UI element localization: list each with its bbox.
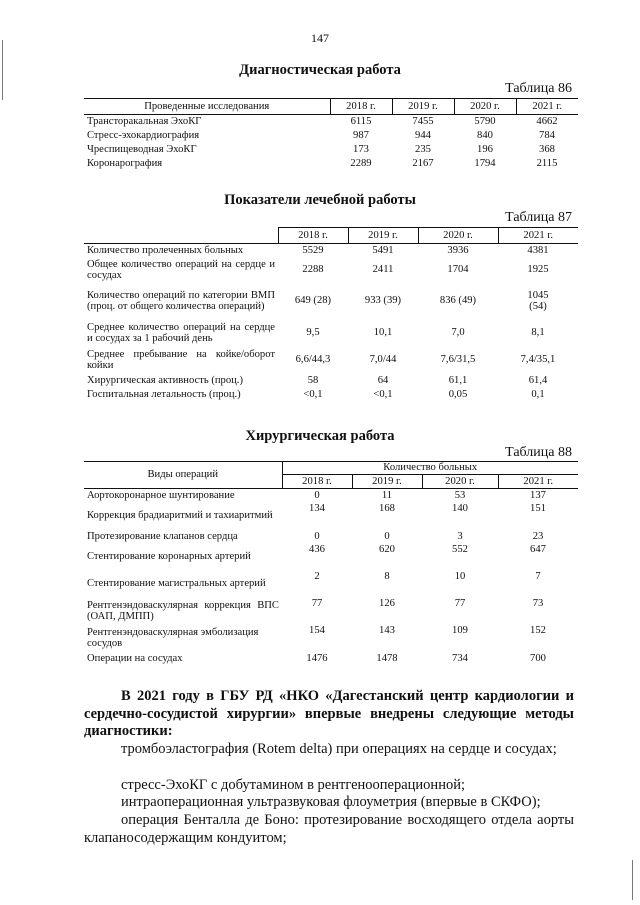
cell-value: 134	[309, 502, 325, 514]
cell-value: 933 (39)	[364, 295, 402, 307]
cell-value: 7455	[412, 116, 434, 127]
cell-value: 152	[530, 624, 546, 636]
column-header: 2018 г.	[278, 228, 348, 244]
column-header: 2021 г.	[498, 228, 578, 244]
table-row	[84, 347, 578, 374]
cell-value: 61,4	[528, 374, 548, 386]
cell-value: 64	[377, 374, 389, 386]
table-87	[84, 227, 578, 402]
table-88-header-group	[84, 462, 578, 475]
cell-value: 7,4/35,1	[520, 354, 556, 366]
cell-value: 368	[539, 143, 555, 155]
row-label: Стресс-эхокардиография	[87, 129, 200, 141]
cell-value: 2115	[536, 157, 558, 169]
table-row	[84, 652, 578, 666]
cell-value: 8,1	[531, 327, 545, 339]
column-header: 2021 г.	[516, 99, 578, 115]
cell-value: 77	[311, 597, 323, 609]
cell-value: 109	[452, 624, 468, 636]
list-item: стресс-ЭхоКГ с добутамином в рентгенооперационной;	[121, 777, 465, 793]
cell-value: 73	[532, 597, 544, 609]
table-row	[84, 598, 578, 625]
table-row	[84, 571, 578, 598]
cell-value: 5529	[302, 245, 324, 256]
column-header: 2021 г.	[498, 475, 578, 489]
cell-value: 137	[530, 490, 546, 501]
cell-value: 235	[415, 143, 431, 155]
row-label: Аортокоронарное шунтирование	[87, 490, 235, 501]
row-label: Хирургическая активность (проц.)	[87, 374, 243, 386]
row-label: Коррекция брадиаритмий и тахиаритмий	[87, 510, 273, 522]
cell-value: 4381	[527, 245, 549, 256]
row-label: Количество пролеченных больных	[87, 245, 244, 256]
cell-value: 23	[532, 530, 544, 542]
heading-surgical-work: Хирургическая работа	[245, 428, 395, 444]
cell-value: 1925	[527, 264, 549, 276]
table-row	[84, 157, 578, 171]
table-row	[84, 544, 578, 571]
cell-value: 9,5	[306, 327, 320, 339]
table-86	[84, 98, 578, 171]
cell-value: 5790	[474, 116, 496, 127]
row-label: Чреспищеводная ЭхоКГ	[87, 143, 197, 155]
cell-value: 836 (49)	[439, 295, 477, 307]
cell-value: <0,1	[303, 388, 323, 400]
cell-value: 2	[314, 570, 320, 582]
table-87-header	[84, 228, 578, 244]
column-header: 2019 г.	[352, 475, 422, 489]
cell-value: 196	[477, 143, 493, 155]
table-row	[84, 283, 578, 320]
cell-value: <0,1	[373, 388, 393, 400]
cell-value: 7,0	[451, 327, 465, 339]
table-row	[84, 258, 578, 283]
table-row	[84, 388, 578, 402]
cell-value: 126	[379, 597, 395, 609]
cell-value: 6,6/44,3	[295, 354, 331, 366]
row-label: Количество операций по категории ВМП (проц. от общего количества операций)	[87, 289, 275, 312]
intro-paragraph: В 2021 году в ГБУ РД «НКО «Дагестанский центр кардиологии и сердечно-сосудистой хирургии» впервые внедрены следующие методы диагностики:	[84, 688, 574, 739]
cell-value: 0,1	[531, 388, 545, 400]
table-row	[84, 320, 578, 347]
row-label: Госпитальная летальность (проц.)	[87, 388, 241, 400]
scan-edge-mark	[2, 40, 3, 100]
cell-value: 840	[477, 129, 493, 141]
page-number: 147	[311, 31, 329, 45]
scan-edge-mark	[632, 860, 633, 900]
table-88	[84, 461, 578, 666]
cell-value: 1704	[447, 264, 469, 276]
cell-value: 4662	[536, 116, 558, 127]
column-header: 2020 г.	[418, 228, 498, 244]
list-item: тромбоэластография (Rotem delta) при операциях на сердце и сосудах;	[121, 741, 557, 757]
cell-value: 10	[454, 570, 466, 582]
row-label: Протезирование клапанов сердца	[87, 530, 238, 542]
cell-value: 140	[452, 502, 468, 514]
cell-value: 7,0/44	[369, 354, 397, 366]
cell-value: 2167	[412, 157, 434, 169]
row-label: Трансторакальная ЭхоКГ	[87, 116, 202, 127]
column-header: 2020 г.	[454, 99, 516, 115]
cell-value: 77	[454, 597, 466, 609]
column-header: 2018 г.	[282, 475, 352, 489]
cell-value: 10,1	[373, 327, 393, 339]
table-row	[84, 489, 578, 503]
column-header: Проведенные исследования	[84, 99, 330, 115]
table-88-caption: Таблица 88	[505, 445, 572, 460]
cell-value: 2411	[372, 264, 394, 276]
column-header: 2020 г.	[422, 475, 498, 489]
row-label: Общее количество операций на сердце и сосудах	[87, 258, 275, 281]
cell-value: 154	[309, 624, 325, 636]
table-row	[84, 503, 578, 530]
row-label: Рентгенэндоваскулярная эмболизация сосудов	[87, 626, 259, 649]
cell-value: 58	[307, 374, 319, 386]
row-label: Рентгенэндоваскулярная коррекция ВПС (ОАП, ДМПП)	[87, 599, 279, 622]
cell-value: 7	[535, 570, 541, 582]
cell-value: 2289	[350, 157, 372, 169]
cell-value: 647	[530, 543, 546, 555]
cell-value: 61,1	[448, 374, 468, 386]
cell-value: 0	[384, 530, 390, 542]
table-87-caption: Таблица 87	[505, 210, 572, 225]
cell-value: 1478	[376, 652, 398, 664]
cell-value: 784	[539, 129, 555, 141]
cell-value: 1794	[474, 157, 496, 169]
column-header: 2019 г.	[348, 228, 418, 244]
column-header: 2018 г.	[330, 99, 392, 115]
cell-value: 436	[309, 543, 325, 555]
table-row	[84, 374, 578, 388]
cell-value: 3936	[447, 245, 469, 256]
table-86-caption: Таблица 86	[505, 81, 572, 96]
cell-value: 6115	[350, 116, 372, 127]
cell-value: 649 (28)	[294, 295, 332, 307]
column-header: Виды операций	[84, 462, 282, 489]
cell-value: 11	[381, 490, 393, 501]
cell-value: 53	[454, 490, 466, 501]
cell-value: 987	[353, 129, 369, 141]
table-86-header	[84, 99, 578, 115]
cell-value: 7,6/31,5	[440, 354, 476, 366]
list-item: интраоперационная ультразвуковая флоуметрия (впервые в СКФО);	[121, 794, 541, 810]
row-label: Среднее пребывание на койке/оборот койки	[87, 348, 275, 371]
cell-value: 2288	[302, 264, 324, 276]
cell-value: 0	[314, 530, 320, 542]
cell-value: 8	[384, 570, 390, 582]
column-header: 2019 г.	[392, 99, 454, 115]
row-label: Стентирование коронарных артерий	[87, 551, 251, 563]
cell-value: 143	[379, 624, 395, 636]
cell-value: 620	[379, 543, 395, 555]
cell-value: 0,05	[448, 388, 468, 400]
cell-value: 734	[452, 652, 468, 664]
cell-value: 0	[314, 490, 320, 501]
table-row	[84, 143, 578, 157]
table-row	[84, 625, 578, 652]
cell-value: 5491	[372, 245, 394, 256]
heading-diagnostic-work: Диагностическая работа	[239, 62, 401, 78]
row-label: Операции на сосудах	[87, 652, 183, 664]
row-label: Коронарография	[87, 157, 163, 169]
row-label: Среднее количество операций на сердце и сосудах за 1 рабочий день	[87, 321, 275, 344]
table-row	[84, 115, 578, 129]
heading-treatment-indicators: Показатели лечебной работы	[224, 192, 416, 208]
column-header-blank	[84, 228, 278, 244]
table-row	[84, 129, 578, 143]
cell-value: 168	[379, 502, 395, 514]
list-item: операция Бенталла де Боно: протезирование восходящего отдела аорты клапаносодержащим кондуитом;	[84, 812, 574, 846]
table-row	[84, 530, 578, 544]
cell-value: 151	[530, 502, 546, 514]
row-label: Стентирование магистральных артерий	[87, 578, 266, 590]
cell-value: 552	[452, 543, 468, 555]
table-row	[84, 244, 578, 258]
cell-value: 944	[415, 129, 431, 141]
cell-value: 700	[530, 652, 546, 664]
cell-value: 1045 (54)	[527, 289, 549, 312]
cell-value: 173	[353, 143, 369, 155]
cell-value: 3	[457, 530, 463, 542]
cell-value: 1476	[306, 652, 328, 664]
column-group-header: Количество больных	[282, 462, 578, 475]
